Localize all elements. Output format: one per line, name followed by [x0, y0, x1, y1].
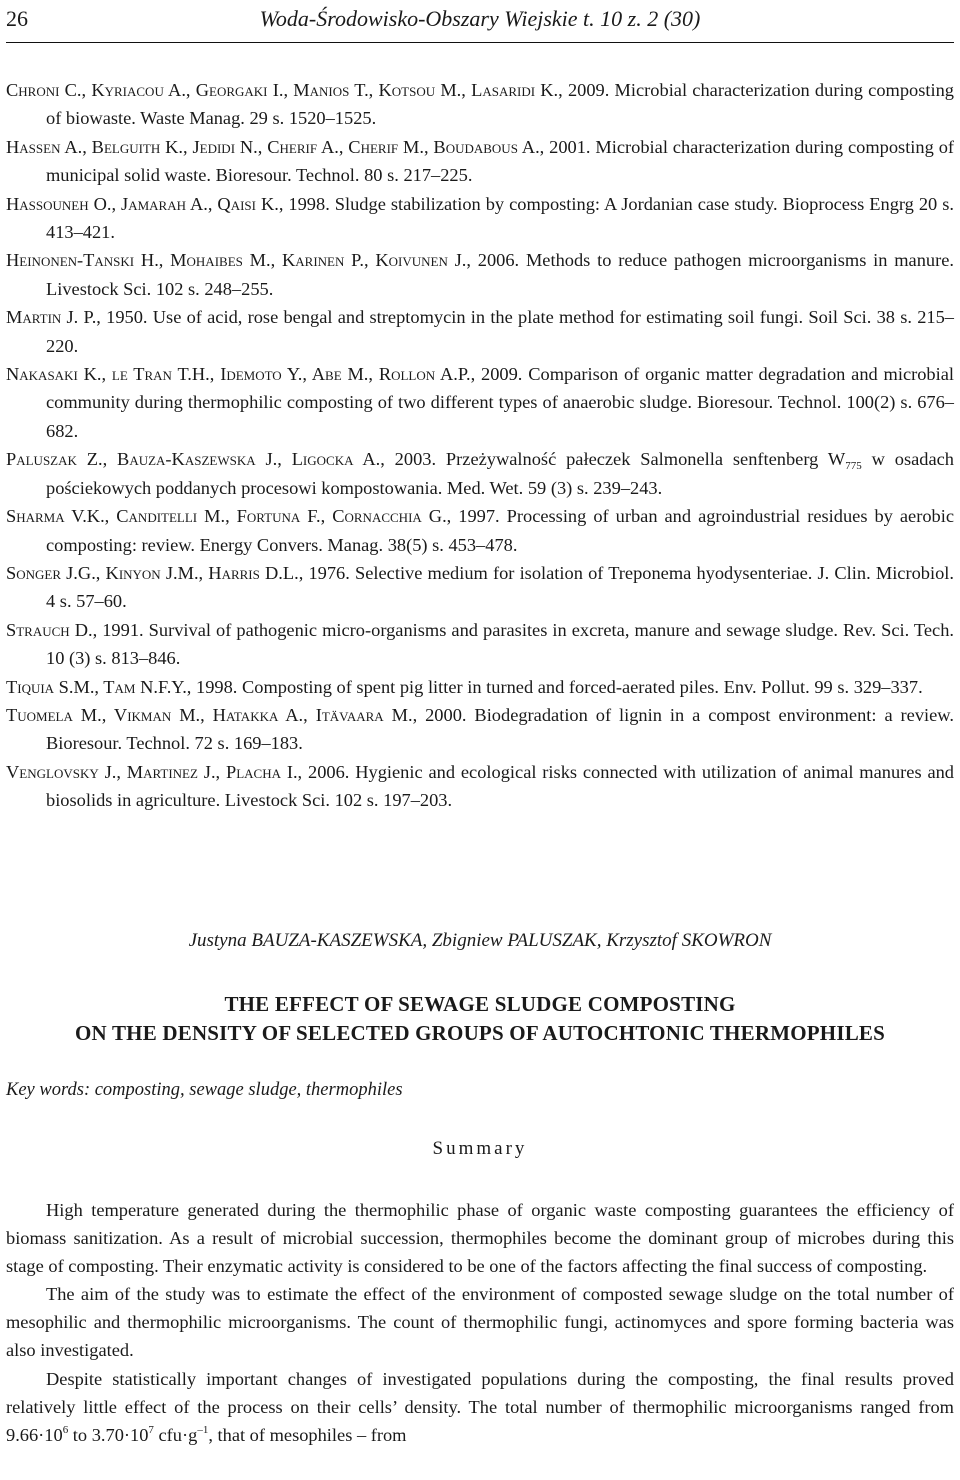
- keywords: Key words: composting, sewage sludge, thermophiles: [6, 1080, 403, 1100]
- reference-authors: Hassouneh O., Jamarah A., Qaisi K., 1998.: [6, 193, 330, 214]
- reference-list: [6, 76, 954, 815]
- summary-body: [6, 1196, 954, 1449]
- reference-item: [6, 190, 954, 247]
- exponent: 6: [62, 1423, 69, 1436]
- reference-text: Selective medium for isolation of Treponema hyodysenteriae. J. Clin. Microbiol. 4 s. 57–60.: [46, 562, 954, 612]
- reference-item: [6, 360, 954, 445]
- reference-subscript: 775: [845, 460, 862, 473]
- reference-text: Use of acid, rose bengal and streptomycin in the plate method for estimating soil fungi. Soil Sci. 38 s. 215–220.: [46, 307, 954, 356]
- reference-text: Processing of urban and agroindustrial residues by aerobic composting: review. Energy Convers. Manag. 38(5) s. 453–478.: [46, 506, 954, 555]
- reference-authors: Songer J.G., Kinyon J.M., Harris D.L., 1976.: [6, 562, 350, 583]
- page-header: [6, 6, 954, 40]
- reference-authors: Hassen A., Belguith K., Jedidi N., Cherif A., Cherif M., Boudabous A., 2001.: [6, 136, 591, 157]
- exponent: 7: [148, 1423, 154, 1436]
- reference-authors: Martin J. P., 1950.: [6, 307, 148, 328]
- reference-item: [6, 76, 954, 133]
- reference-item: [6, 502, 954, 559]
- reference-text: Hygienic and ecological risks connected with utilization of animal manures and biosolids in agriculture. Livestock Sci. 102 s. 197–203.: [46, 761, 955, 811]
- reference-text: Microbial characterization during composting of biowaste. Waste Manag. 29 s. 1520–1525.: [46, 80, 954, 129]
- reference-item: [6, 673, 954, 701]
- reference-text: Methods to reduce pathogen microorganisms in manure. Livestock Sci. 102 s. 248–255.: [46, 250, 954, 299]
- paragraph-text: to 3.70·10: [68, 1424, 149, 1445]
- reference-authors: Nakasaki K., le Tran T.H., Idemoto Y., Abe M., Rollon A.P., 2009.: [6, 364, 523, 385]
- paragraph-text: Despite statistically important changes of investigated populations during the composting, the final results proved relatively little effect of the process on their cells’ density. The total number of thermophilic microorganisms ranged from 9.66·10: [6, 1368, 954, 1445]
- reference-authors: Heinonen-Tanski H., Mohaibes M., Karinen P., Koivunen J., 2006.: [6, 250, 520, 271]
- reference-item: [6, 246, 954, 303]
- running-title: Woda-Środowisko-Obszary Wiejskie t. 10 z. 2 (30): [259, 6, 701, 31]
- article-title-line: THE EFFECT OF SEWAGE SLUDGE COMPOSTING: [224, 992, 736, 1016]
- reference-text: Sludge stabilization by composting: A Jordanian case study. Bioprocess Engrg 20 s. 413–421.: [46, 193, 954, 243]
- reference-text: Biodegradation of lignin in a compost environment: a review. Bioresour. Technol. 72 s. 169–183.: [46, 704, 954, 754]
- article-title: [0, 990, 960, 1048]
- reference-authors: Chroni C., Kyriacou A., Georgaki I., Manios T., Kotsou M., Lasaridi K., 2009.: [6, 80, 610, 100]
- reference-item: [6, 559, 954, 616]
- paragraph-text: cfu·g: [153, 1424, 198, 1445]
- reference-authors: Tiquia S.M., Tam N.F.Y., 1998.: [6, 676, 238, 697]
- reference-text: Przeżywalność pałeczek Salmonella senftenberg W: [436, 449, 846, 470]
- reference-authors: Paluszak Z., Bauza-Kaszewska J., Ligocka A., 2003.: [6, 449, 437, 470]
- reference-text: Microbial characterization during composting of municipal solid waste. Bioresour. Technol. 80 s. 217–225.: [46, 136, 955, 186]
- reference-authors: Sharma V.K., Canditelli M., Fortuna F., Cornacchia G., 1997.: [6, 506, 500, 527]
- reference-authors: Strauch D., 1991.: [6, 619, 144, 640]
- reference-text: Survival of pathogenic micro-organisms and parasites in excreta, manure and sewage sludge. Rev. Sci. Tech. 10 (3) s. 813–846.: [46, 619, 955, 669]
- summary-paragraph: High temperature generated during the thermophilic phase of organic waste composting guarantees the efficiency of biomass sanitization. As a result of microbial succession, thermophiles become the dominant group of microbes during this stage of composting. Their enzymatic activity is considered to be one of the factors affecting the final success of composting.: [6, 1200, 954, 1277]
- header-rule: [6, 42, 954, 43]
- author-byline: Justyna BAUZA-KASZEWSKA, Zbigniew PALUSZAK, Krzysztof SKOWRON: [188, 930, 772, 951]
- reference-item: [6, 758, 954, 815]
- reference-item: [6, 701, 954, 758]
- summary-heading: Summary: [432, 1138, 528, 1159]
- reference-text-continued: w osadach pościekowych poddanych procesowi kompostowania. Med. Wet. 59 (3) s. 239–243.: [46, 449, 954, 498]
- reference-text: Composting of spent pig litter in turned and forced-aerated piles. Env. Pollut. 99 s. 329–337.: [237, 676, 923, 697]
- exponent: –1: [197, 1423, 209, 1436]
- summary-paragraph: The aim of the study was to estimate the effect of the environment of composted sewage sludge on the total number of mesophilic and thermophilic microorganisms. The count of thermophilic fungi, actinomyces and spore forming bacteria was also investigated.: [6, 1284, 954, 1361]
- summary-paragraph: [6, 1365, 954, 1449]
- reference-item: [6, 133, 954, 190]
- reference-item: [6, 616, 954, 673]
- reference-item: [6, 303, 954, 360]
- reference-authors: Tuomela M., Vikman M., Hatakka A., Itävaara M., 2000.: [6, 704, 467, 725]
- reference-item: [6, 445, 954, 502]
- reference-authors: Venglovsky J., Martinez J., Placha I., 2006.: [6, 761, 350, 782]
- reference-text: Comparison of organic matter degradation and microbial community during thermophilic composting of two different types of anaerobic sludge. Bioresour. Technol. 100(2) s. 676–682.: [46, 364, 955, 441]
- article-title-line: ON THE DENSITY OF SELECTED GROUPS OF AUTOCHTONIC THERMOPHILES: [75, 1021, 885, 1045]
- page-number: 26: [6, 6, 28, 31]
- paragraph-text: , that of mesophiles – from: [208, 1424, 407, 1445]
